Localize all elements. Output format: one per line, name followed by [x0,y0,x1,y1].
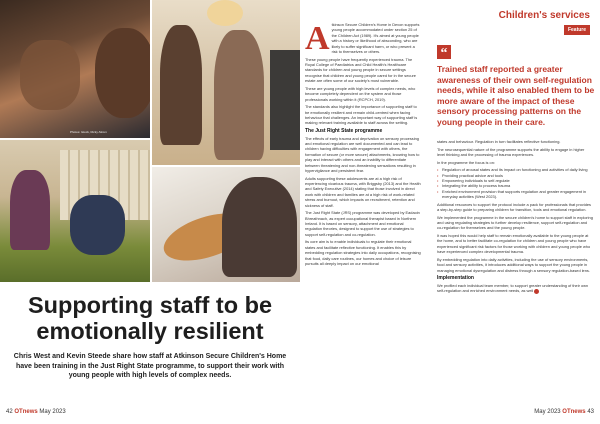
list-item: • Enriched environment provision that supports regulation and greater engagement in everyday activities (West 2023). [437,189,593,200]
brand-left: OTnews [14,409,38,415]
article-column-1 [305,22,421,269]
focus-list [437,167,593,199]
brand-right: OTnews [562,409,586,415]
quote-icon: “ [437,45,451,59]
author-join: and [50,353,67,360]
paragraph: We profiled each individual team member, to support greater understanding of their own self-regulation and enriched environment needs, as well [437,282,589,294]
list-item: • Providing practical advice and tools [437,173,593,178]
continue-icon [534,289,539,294]
standfirst-text: share how staff at Atkinson Secure Children's Home have been training in the Just Right State programme, to support their work with young people with high levels of complex needs. [16,353,287,379]
list-item: • Empowering individuals to self-regulate [437,178,593,183]
author-1: Chris West [13,353,51,360]
issue-left: May 2023 [39,409,66,415]
paragraph: These young people have frequently experienced trauma. The Royal College of Paediatrics and Child Health's Healthcare standards for children and young people in secure settings recognise that children and young people cared for in the secure estate are often some of our society's most vulnerable. [305,56,416,84]
list-item: • Regulation of arousal states and its impact on functioning and activities of daily living [437,167,593,172]
paragraph: In the programme the focus is on: [437,159,495,165]
issue-right: May 2023 [534,409,561,415]
author-2: Kevin Steede [66,353,111,360]
photo-credit: Photos: Istock, Ricky-Strom [70,130,107,134]
list-item: • Integrating the ability to process trauma [437,183,593,188]
photo-girls-room [152,0,300,165]
paragraph: Additional resources to support the protocol include a pack for professionals that provides a step-by-step guide to preparing children for transition, tools and emotional regulation. [437,201,591,213]
paragraph: These are young people with high levels of complex needs, who become completely dependent on the system and those professionals working within it (RCPCH, 2019). [305,85,416,102]
paragraph: Adults supporting these adolescents are at a high risk of experiencing vicarious trauma, with Briggsby (2013) and the Health and Safety Executive (2014) stating that those involved in direct work with children and families are at a high risk of work-related stress and burnout, which impacts on recruitment, retention and sickness of staff. [305,175,421,208]
paragraph: It was hoped this would help staff to remain emotionally available to the young people at the home, and to better facilitate co-regulation for children and young people who have experienced significant risk factors for those working with children and young people who have experienced complex developmental trauma. [437,233,591,255]
photo-boy-basketball [0,0,150,138]
pull-quote: Trained staff reported a greater awareness of their own self-regulation needs, while it also enabled them to be more aware of the impact of these sensory processing patterns on the young people in their care. [437,64,595,127]
page-number-left: 42 [6,409,13,415]
photo-guitar-player [152,167,300,282]
article-headline [0,292,300,344]
paragraph: The effects of early trauma and deprivation on sensory processing and emotional regulation are well documented and can lead to children having difficulties with engagement with others, the formation of secure (or more secure) attachments, knowing how to play and interact with others and an inability to differentiate between threatening and non-threatening sensations resulting in hypervigilance and persistent fear. [305,135,420,173]
drop-cap: A [305,20,330,57]
feature-tag: Feature [564,25,590,35]
subheading-jrs: The Just Right State programme [305,128,383,135]
paragraph: By embedding regulation into daily activities, including the use of sensory environments, food and sensory activities, it introduces additional ways to support the young people in managing emotional dysregulation and distress through a sensory regulation-based lens. [437,256,590,273]
paragraph: The neurosequential nature of the programme supports the ability to engage in higher level thinking and the processing of trauma experiences. [437,146,585,157]
standfirst [8,352,292,381]
section-title: Children's services [498,10,590,21]
photo-children-garden [0,140,150,282]
article-column-2 [437,139,593,296]
paragraph: The Just Right State (JRS) programme was developed by Eadaoin Bhreathnach, as expert occupational therapist based in Northern Ireland. It is based on sensory, attachment and emotional regulation theories, designed to support the use of strategies to support self-regulation and co-regulation. [305,210,420,237]
footer-right [534,409,594,415]
headline-line-1: Supporting staff to be [27,292,273,318]
intro-paragraph: Atkinson Secure Children's Home in Devon supports young people accommodated under section 25 of the Children Act (1989). It's aimed at young people with a history or likelihood of absconding, who are likely to suffer significant harm, or who present a risk to themselves or others. [305,20,420,57]
paragraph: We implemented the programme in the secure children's home to support staff in exploring and using regulating strategies to further develop resilience, support self-regulation and co-regulation for themselves and the young people. [437,214,593,231]
paragraph: The standards also highlight the importance of supporting staff to be emotionally resilient and remain child-centred when facing behaviour that challenges. An important way of supporting staff is making relevant training available to staff across the setting. [305,104,418,126]
footer-left [6,409,66,415]
subheading-implementation: Implementation [437,275,474,282]
paragraph: Its core aim is to enable individuals to regulate their emotional states and facilitate reflective functioning. It enables this by embedding regulation strategies into daily occupations, recognising that food, daily care routines, our homes and choice of leisure pursuits all deeply impact on our emotional [305,239,421,267]
headline-line-2: emotionally resilient [36,318,264,344]
paragraph: states and behaviour. Regulation in turn facilitates reflective functioning. [437,139,561,144]
page-number-right: 43 [587,409,594,415]
